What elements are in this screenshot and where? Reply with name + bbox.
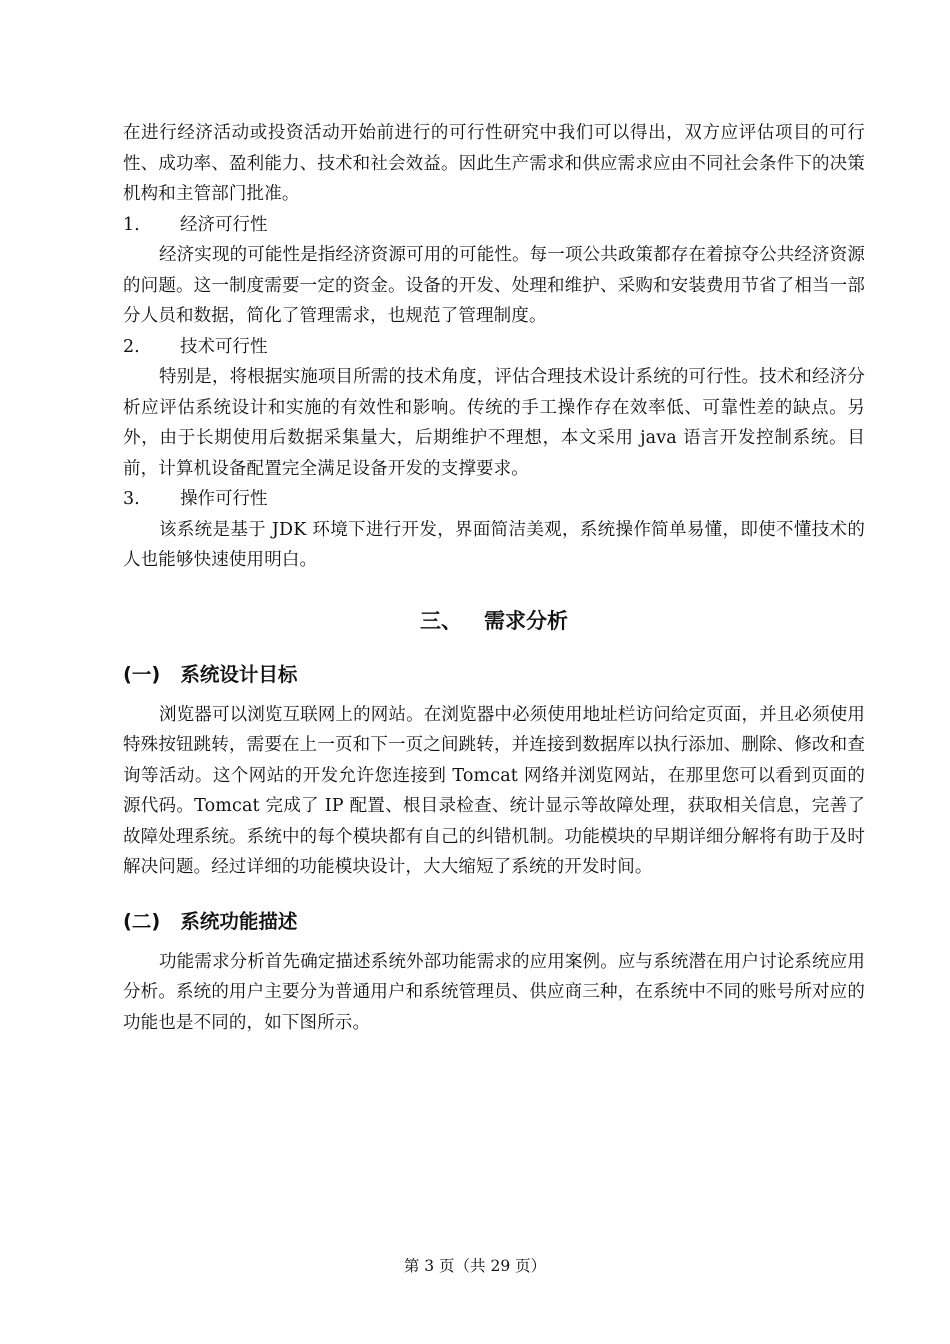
item-number: 1. — [123, 214, 140, 235]
item-title: 操作可行性 — [180, 489, 268, 509]
subsection-number: (二) — [123, 909, 161, 933]
document-body — [123, 118, 865, 1038]
feasibility-item-operational-heading — [123, 484, 865, 515]
intro-paragraph: 在进行经济活动或投资活动开始前进行的可行性研究中我们可以得出，双方应评估项目的可行性、成功率、盈利能力、技术和社会效益。因此生产需求和供应需求应由不同社会条件下的决策机构和主管部门批准。 — [123, 123, 865, 204]
section-heading — [123, 606, 865, 636]
subsection-number: (一) — [123, 662, 161, 686]
subsection-title: 系统功能描述 — [180, 909, 298, 933]
design-goal-body: 浏览器可以浏览互联网上的网站。在浏览器中必须使用地址栏访问给定页面，并且必须使用特殊按钮跳转，需要在上一页和下一页之间跳转，并连接到数据库以执行添加、删除、修改和查询等活动。这个网站的开发允许您连接到 Tomcat 网络并浏览网站，在那里您可以看到页面的源代码。Tomcat 完成了 IP 配置、根目录检查、统计显示等故障处理，获取相关信息，完善了故障处理系统。系统中的每个模块都有自己的纠错机制。功能模块的早期详细分解将有助于及时解决问题。经过详细的功能模块设计，大大缩短了系统的开发时间。 — [123, 704, 865, 877]
item-number: 2. — [123, 336, 140, 357]
item-title: 经济可行性 — [180, 214, 268, 235]
function-description-body: 功能需求分析首先确定描述系统外部功能需求的应用案例。应与系统潜在用户讨论系统应用分析。系统的用户主要分为普通用户和系统管理员、供应商三种，在系统中不同的账号所对应的功能也是不同的，如下图所示。 — [123, 951, 865, 1033]
subsection-title: 系统设计目标 — [180, 662, 298, 686]
subsection-heading-design-goal — [123, 660, 865, 690]
feasibility-technical-body: 特别是，将根据实施项目所需的技术角度，评估合理技术设计系统的可行性。技术和经济分析应评估系统设计和实施的有效性和影响。传统的手工操作存在效率低、可靠性差的缺点。另外，由于长期使用后数据采集量大，后期维护不理想，本文采用 java 语言开发控制系统。目前，计算机设备配置完全满足设备开发的支撑要求。 — [123, 367, 865, 479]
page-footer: 第 3 页（共 29 页） — [403, 1257, 547, 1275]
feasibility-item-technical-heading — [123, 332, 865, 363]
subsection-heading-function-description — [123, 907, 865, 937]
section-title: 需求分析 — [484, 608, 568, 633]
section-number: 三、 — [420, 608, 462, 633]
feasibility-economic-body: 经济实现的可能性是指经济资源可用的可能性。每一项公共政策都存在着掠夺公共经济资源的问题。这一制度需要一定的资金。设备的开发、处理和维护、采购和安装费用节省了相当一部分人员和数据，简化了管理需求，也规范了管理制度。 — [123, 245, 865, 326]
feasibility-item-economic-heading — [123, 210, 865, 241]
feasibility-operational-body: 该系统是基于 JDK 环境下进行开发，界面简洁美观，系统操作简单易懂，即使不懂技术的人也能够快速使用明白。 — [123, 519, 865, 570]
item-title: 技术可行性 — [180, 336, 268, 357]
item-number: 3. — [123, 489, 140, 509]
